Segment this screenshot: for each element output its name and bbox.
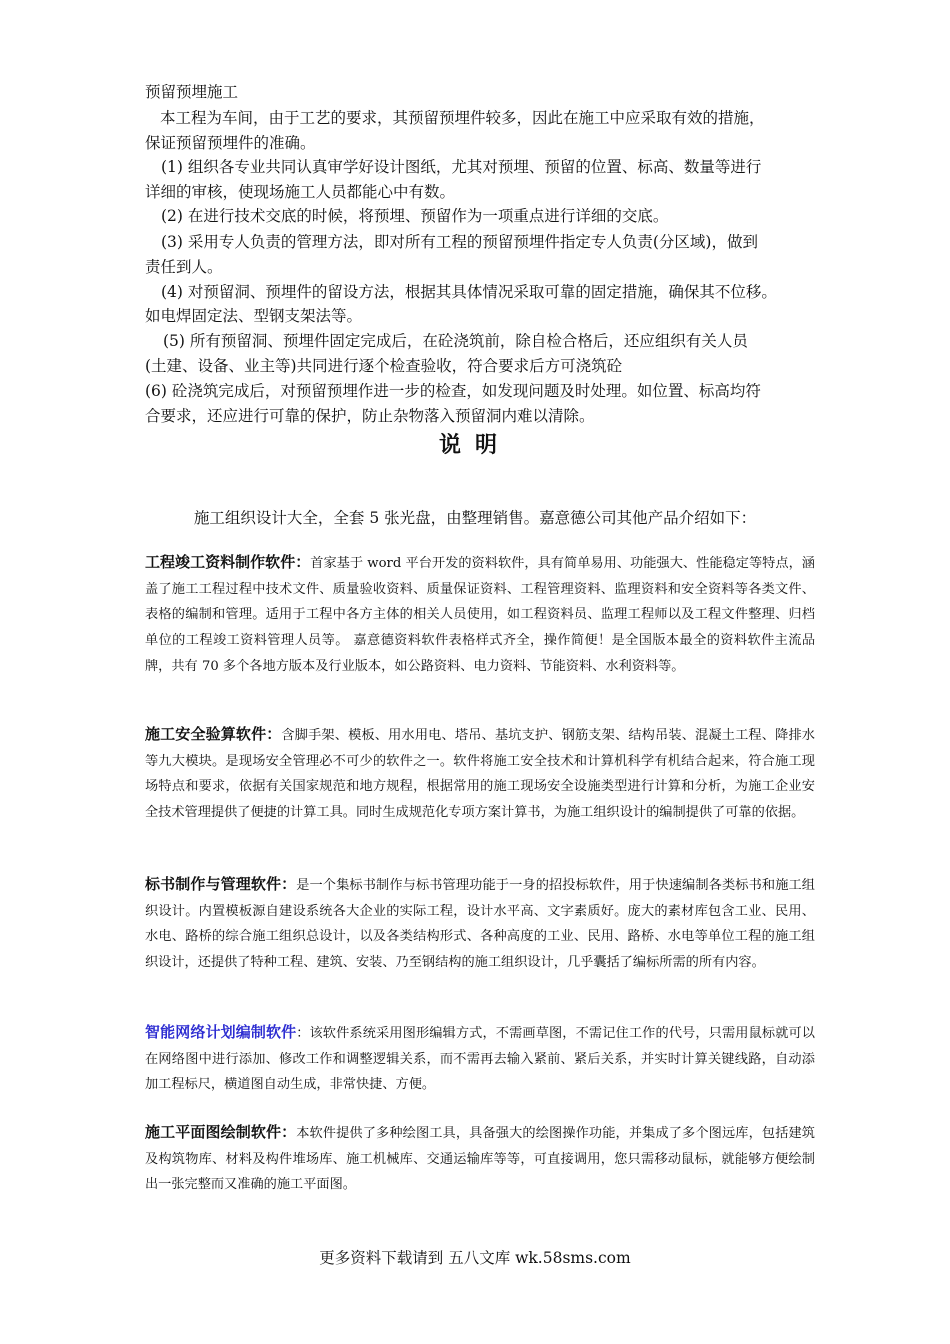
body-line: (土建、设备、业主等)共同进行逐个检查验收，符合要求后方可浇筑砼 [145,357,623,375]
body-line: 合要求，还应进行可靠的保护，防止杂物落入预留洞内难以清除。 [145,407,595,425]
product-entry [145,1020,815,1098]
body-line: 如电焊固定法、型钢支架法等。 [145,307,363,325]
body-line: 详细的审核，使现场施工人员都能心中有数。 [145,183,456,201]
product-description: ：该软件系统采用图形编辑方式，不需画草图，不需记住工作的代号，只需用鼠标就可以在网络图中进行添加、修改工作和调整逻辑关系，而不需再去输入紧前、紧后关系，并实时计算关键线路，自动添加工程标尺，横道图自动生成，非常快捷、方便。 [145,1026,815,1093]
body-line: 保证预留预埋件的准确。 [145,134,316,152]
footer-link-text: 更多资料下载请到 五八文库 wk.58sms.com [319,1249,631,1267]
section-title: 预留预埋施工 [145,83,239,101]
body-line: 责任到人。 [145,258,223,276]
product-entry [145,872,815,976]
product-entry [145,550,815,680]
product-name: 智能网络计划编制软件 [145,1023,297,1041]
body-line: (3) 采用专人负责的管理方法，即对所有工程的预留预埋件指定专人负责(分区域)，做到 [161,233,758,251]
product-name: 工程竣工资料制作软件： [145,553,311,571]
product-name: 施工安全验算软件： [145,725,282,743]
product-description: 含脚手架、模板、用水用电、塔吊、基坑支护、钢筋支架、结构吊装、混凝土工程、降排水等九大模块。是现场安全管理必不可少的软件之一。软件将施工安全技术和计算机科学有机结合起来，符合施工现场特点和要求，依据有关国家规范和地方规程，根据常用的施工现场安全设施类型进行计算和分析，为施工企业安全技术管理提供了便捷的计算工具。同时生成规范化专项方案计算书，为施工组织设计的编制提供了可靠的依据。 [145,728,815,821]
product-entry [145,1120,815,1198]
body-line: 本工程为车间，由于工艺的要求，其预留预埋件较多，因此在施工中应采取有效的措施， [160,109,765,127]
body-line: (1) 组织各专业共同认真审学好设计图纸，尤其对预埋、预留的位置、标高、数量等进行 [161,158,762,176]
product-entry [145,722,815,826]
product-description: 本软件提供了多种绘图工具，具备强大的绘图操作功能，并集成了多个图远库，包括建筑及构筑物库、材料及构件堆场库、施工机械库、交通运输库等等，可直接调用，您只需移动鼠标，就能够方便绘制出一张完整而又准确的施工平面图。 [145,1126,815,1193]
product-description: 首家基于 word 平台开发的资料软件，具有简单易用、功能强大、性能稳定等特点，涵盖了施工工程过程中技术文件、质量验收资料、质量保证资料、工程管理资料、监理资料和安全资料等各类文件、表格的编制和管理。适用于工程中各方主体的相关人员使用，如工程资料员、监理工程师以及工程文件整理、归档单位的工程竣工资料管理人员等。 嘉意德资料软件表格样式齐全，操作简便！是全国版本最全的资料软件主流品牌，共有 70 多个各地方版本及行业版本，如公路资料、电力资料、节能资料、水利资料等。 [145,556,815,674]
body-line: (2) 在进行技术交底的时候，将预埋、预留作为一项重点进行详细的交底。 [161,207,669,225]
product-name: 标书制作与管理软件： [145,875,297,893]
product-name: 施工平面图绘制软件： [145,1123,297,1141]
product-description: 是一个集标书制作与标书管理功能于一身的招投标软件，用于快速编制各类标书和施工组织设计。内置模板源自建设系统各大企业的实际工程，设计水平高、文字素质好。庞大的素材库包含工业、民用、水电、路桥的综合施工组织总设计，以及各类结构形式、各种高度的工业、民用、路桥、水电等单位工程的施工组织设计，还提供了特种工程、建筑、安装、乃至钢结构的施工组织设计，几乎囊括了编标所需的所有内容。 [145,878,815,971]
intro-paragraph: 施工组织设计大全，全套 5 张光盘，由整理销售。嘉意德公司其他产品介绍如下： [193,509,757,527]
body-line: (6) 砼浇筑完成后，对预留预埋作进一步的检查，如发现问题及时处理。如位置、标高均符 [145,382,761,400]
explanation-heading: 说明 [438,432,511,458]
body-line: (5) 所有预留洞、预埋件固定完成后，在砼浇筑前，除自检合格后，还应组织有关人员 [163,332,748,350]
body-line: (4) 对预留洞、预埋件的留设方法，根据其具体情况采取可靠的固定措施，确保其不位移。 [161,283,777,301]
